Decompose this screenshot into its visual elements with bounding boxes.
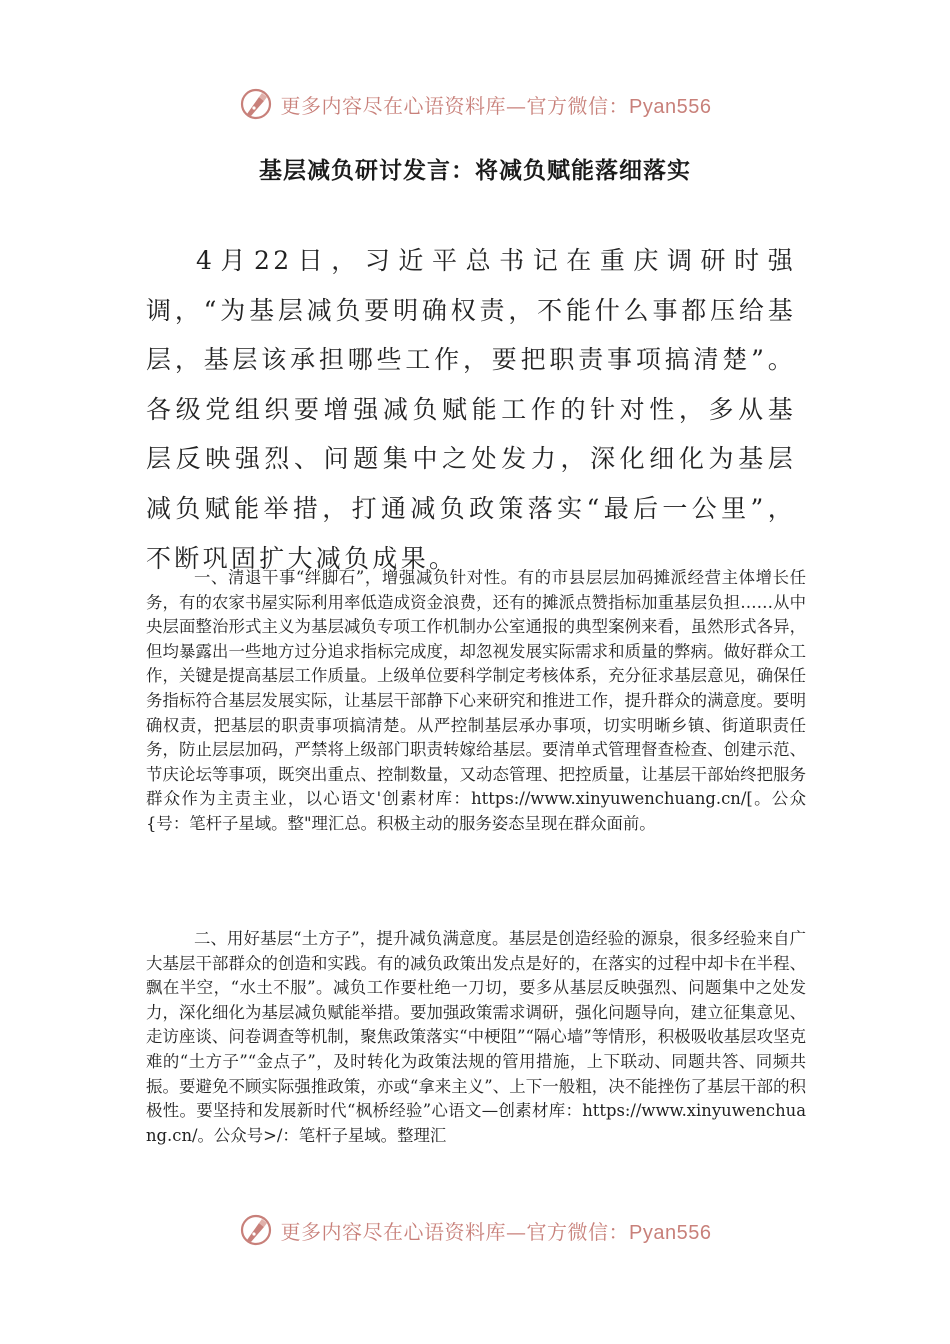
banner-wechat-id: Pyan556	[629, 95, 712, 118]
footer-banner	[0, 1210, 950, 1250]
banner-text: 更多内容尽在心语资料库—官方微信：Pyan556	[280, 93, 712, 118]
banner-wechat-id: Pyan556	[629, 1221, 712, 1244]
banner-text: 更多内容尽在心语资料库—官方微信：Pyan556	[280, 1219, 712, 1244]
body-paragraph-1: 一、清退干事“绊脚石”，增强减负针对性。有的市县层层加码摊派经营主体增长任务，有的农家书屋实际利用率低造成资金浪费，还有的摊派点赞指标加重基层负担……从中央层面整治形式主义为基层减负专项工作机制办公室通报的典型案例来看，虽然形式各异，但均暴露出一些地方过分追求指标完成度，却忽视发展实际需求和质量的弊病。做好群众工作，关键是提高基层工作质量。上级单位要科学制定考核体系，充分征求基层意见，确保任务指标符合基层发展实际，让基层干部静下心来研究和推进工作，提升群众的满意度。要明确权责，把基层的职责事项搞清楚。从严控制基层承办事项，切实明晰乡镇、街道职责任务，防止层层加码，严禁将上级部门职责转嫁给基层。要清单式管理督查检查、创建示范、节庆论坛等事项，既突出重点、控制数量，又动态管理、把控质量，让基层干部始终把服务群众作为主责主业，以心语文'创素材库：https://www.xinyuwenchuang.cn/[。公众{号：笔杆子星域。整"理汇总。积极主动的服务姿态呈现在群众面前。	[146, 568, 806, 833]
lead-paragraph: 4月22日，习近平总书记在重庆调研时强调，“为基层减负要明确权责，不能什么事都压给基层，基层该承担哪些工作，要把职责事项搞清楚”。各级党组织要增强减负赋能工作的针对性，多从基层反映强烈、问题集中之处发力，深化细化为基层减负赋能举措，打通减负政策落实“最后一公里”，不断巩固扩大减负成果。	[146, 246, 796, 573]
header-banner	[0, 84, 950, 124]
pen-nib-logo-icon	[239, 87, 273, 121]
pen-nib-logo-icon	[239, 1213, 273, 1247]
body-paragraph-2: 二、用好基层“土方子”，提升减负满意度。基层是创造经验的源泉，很多经验来自广大基层干部群众的创造和实践。有的减负政策出发点是好的，在落实的过程中却卡在半程、飘在半空，“水土不服”。减负工作要杜绝一刀切，要多从基层反映强烈、问题集中之处发力，深化细化为基层减负赋能举措。要加强政策需求调研，强化问题导向，建立征集意见、走访座谈、问卷调查等机制，聚焦政策落实“中梗阻”“隔心墙”等情形，积极吸收基层攻坚克难的“土方子”“金点子”，及时转化为政策法规的管用措施，上下联动、同题共答、同频共振。要避免不顾实际强推政策，亦或“拿来主义”、上下一般粗，决不能挫伤了基层干部的积极性。要坚持和发展新时代“枫桥经验”心语文—创素材库：https://www.xinyuwenchuang.cn/。公众号>/：笔杆子星域。整理汇	[146, 929, 806, 1145]
document-title: 基层减负研讨发言：将减负赋能落细落实	[259, 157, 691, 184]
